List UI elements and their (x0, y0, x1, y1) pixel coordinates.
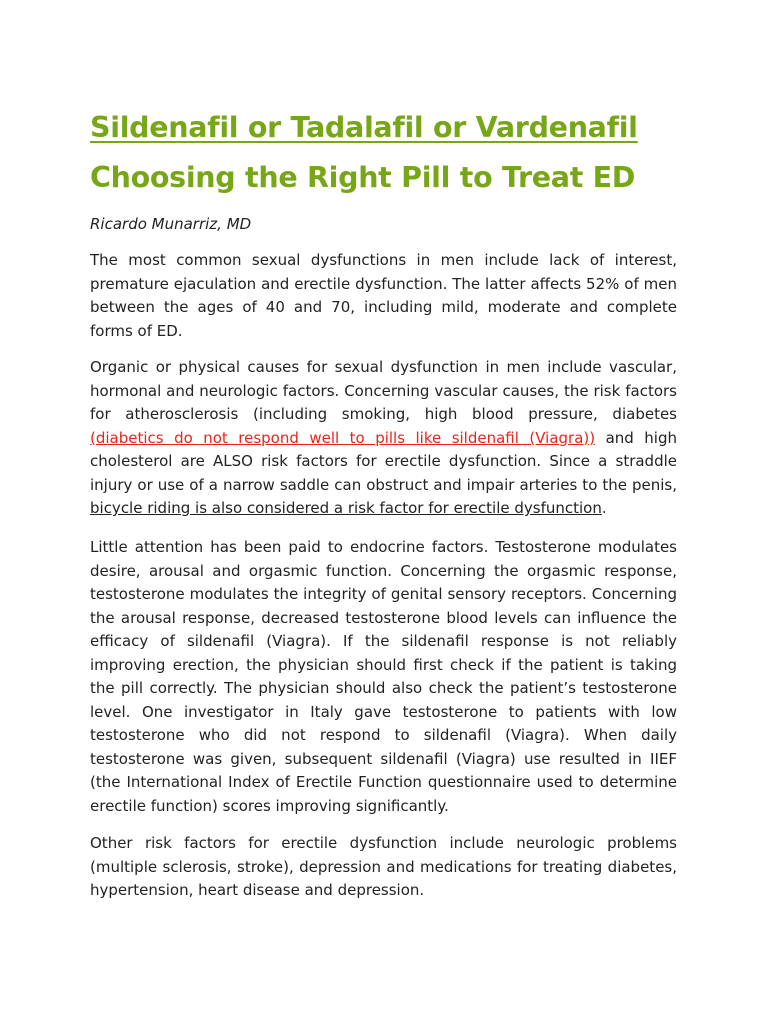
paragraph-vascular-text-b: and high cholesterol are ALSO risk factors for erectile dysfunction. Since a straddle injury or use of a narrow saddle can obstruct and impair arteries to the penis, (90, 428, 677, 494)
paragraph-endocrine: Little attention has been paid to endocrine factors. Testosterone modulates desire, arousal and orgasmic function. Concerning the orgasmic response, testosterone modulates the integrity of genital sensory receptors. Concerning the arousal response, decreased testosterone blood levels can influence the efficacy of sildenafil (Viagra). If the sildenafil response is not reliably improving erection, the physician should first check if the patient is taking the pill correctly. The physician should also check the patient’s testosterone level. One investigator in Italy gave testosterone to patients with low testosterone who did not respond to sildenafil (Viagra). When daily testosterone was given, subsequent sildenafil (Viagra) use resulted in IIEF (the International Index of Erectile Function questionnaire used to determine erectile function) scores improving significantly. (90, 538, 677, 815)
paragraph-vascular-text-c: . (601, 499, 607, 517)
diabetics-link[interactable]: (diabetics do not respond well to pills like sildenafil (Viagra)) (90, 428, 596, 447)
article-author: Ricardo Munarriz, MD (90, 215, 252, 233)
bicycle-riding-link[interactable]: bicycle riding is also considered a risk factor for erectile dysfunction (90, 499, 602, 517)
paragraph-vascular (90, 356, 677, 521)
article-subtitle: Choosing the Right Pill to Treat ED (90, 161, 636, 194)
paragraph-other-risk-factors: Other risk factors for erectile dysfunction include neurologic problems (multiple sclerosis, stroke), depression and medications for treating diabetes, hypertension, heart disease and depression. (90, 834, 677, 899)
paragraph-vascular-text-a: Organic or physical causes for sexual dysfunction in men include vascular, hormonal and neurologic factors. Concerning vascular causes, the risk factors for atherosclerosis (including smoking, high blood pressure, diabetes (90, 358, 677, 423)
article-title[interactable]: Sildenafil or Tadalafil or Vardenafil (90, 111, 638, 144)
paragraph-intro: The most common sexual dysfunctions in men include lack of interest, premature ejaculation and erectile dysfunction. The latter affects 52% of men between the ages of 40 and 70, including mild, moderate and complete forms of ED. (90, 251, 677, 340)
